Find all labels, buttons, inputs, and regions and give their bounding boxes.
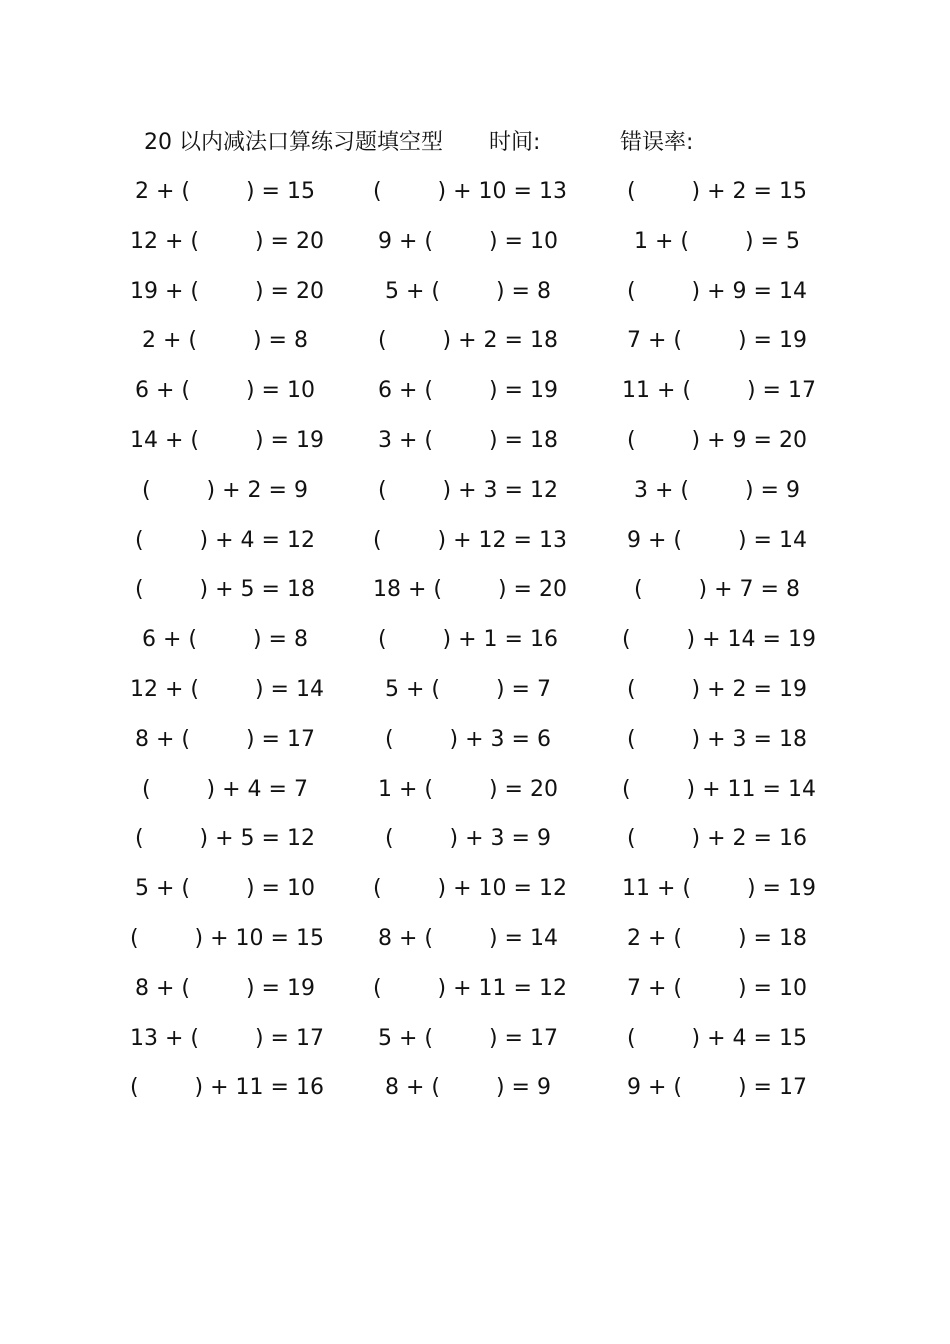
problem: ( ) + 3 = 12: [378, 477, 558, 503]
problem: 3 + ( ) = 18: [378, 427, 558, 453]
problem-row: [0, 822, 950, 872]
problem: 13 + ( ) = 17: [130, 1025, 324, 1051]
problem: ( ) + 2 = 15: [627, 179, 807, 204]
problem: 5 + ( ) = 17: [378, 1025, 558, 1051]
problem: 2 + ( ) = 8: [142, 328, 308, 354]
problem-row: [0, 524, 950, 574]
problem: ( ) + 2 = 19: [627, 676, 807, 702]
worksheet-header: [144, 127, 764, 159]
problem: 18 + ( ) = 20: [373, 577, 567, 603]
problem: 5 + ( ) = 10: [135, 876, 315, 902]
problem: 1 + ( ) = 5: [634, 228, 800, 254]
problem: ( ) + 3 = 6: [385, 726, 551, 752]
problem-row: [0, 623, 950, 673]
problem: ( ) + 2 = 18: [378, 328, 558, 354]
problem-row: [0, 1022, 950, 1072]
problem: 8 + ( ) = 14: [378, 925, 558, 951]
problem: ( ) + 9 = 20: [627, 427, 807, 453]
problem: 8 + ( ) = 9: [385, 1075, 551, 1101]
worksheet-title: 20 以内减法口算练习题填空型: [144, 130, 443, 155]
problem: 9 + ( ) = 10: [378, 228, 558, 254]
problem: ( ) + 3 = 9: [385, 826, 551, 852]
problem: ( ) + 10 = 13: [373, 179, 567, 204]
problem: 8 + ( ) = 17: [135, 726, 315, 752]
problem-row: [0, 573, 950, 623]
problem: ( ) + 2 = 16: [627, 826, 807, 852]
problem: 12 + ( ) = 14: [130, 676, 324, 702]
problem-row: [0, 1071, 950, 1121]
problem: ( ) + 7 = 8: [634, 577, 800, 603]
problem-grid: [0, 175, 950, 1121]
problem-row: [0, 474, 950, 524]
problem: ( ) + 1 = 16: [378, 627, 558, 653]
problem: ( ) + 11 = 14: [622, 776, 816, 802]
problem: ( ) + 11 = 12: [373, 975, 567, 1001]
problem-row: [0, 972, 950, 1022]
problem: 6 + ( ) = 19: [378, 378, 558, 404]
problem: 1 + ( ) = 20: [378, 776, 558, 802]
problem: ( ) + 10 = 12: [373, 876, 567, 902]
problem: 14 + ( ) = 19: [130, 427, 324, 453]
problem: ( ) + 9 = 14: [627, 278, 807, 304]
problem: ( ) + 11 = 16: [130, 1075, 324, 1101]
problem-row: [0, 225, 950, 275]
problem: 6 + ( ) = 8: [142, 627, 308, 653]
problem: ( ) + 10 = 15: [130, 925, 324, 951]
problem: 6 + ( ) = 10: [135, 378, 315, 404]
problem: 8 + ( ) = 19: [135, 975, 315, 1001]
problem-row: [0, 275, 950, 325]
problem-row: [0, 773, 950, 823]
problem: 5 + ( ) = 8: [385, 278, 551, 304]
problem: 11 + ( ) = 19: [622, 876, 816, 902]
problem: 2 + ( ) = 15: [135, 179, 315, 204]
problem-row: [0, 374, 950, 424]
problem-row: [0, 175, 950, 225]
problem: ( ) + 5 = 18: [135, 577, 315, 603]
problem: 2 + ( ) = 18: [627, 925, 807, 951]
problem: ( ) + 4 = 7: [142, 776, 308, 802]
problem: ( ) + 3 = 18: [627, 726, 807, 752]
problem-row: [0, 424, 950, 474]
problem-row: [0, 872, 950, 922]
problem: ( ) + 4 = 12: [135, 527, 315, 553]
problem: 12 + ( ) = 20: [130, 228, 324, 254]
problem: 7 + ( ) = 19: [627, 328, 807, 354]
problem-row: [0, 324, 950, 374]
problem: ( ) + 2 = 9: [142, 477, 308, 503]
problem: ( ) + 12 = 13: [373, 527, 567, 553]
time-label: 时间:: [489, 130, 541, 155]
problem: ( ) + 5 = 12: [135, 826, 315, 852]
problem: 5 + ( ) = 7: [385, 676, 551, 702]
problem-row: [0, 922, 950, 972]
problem: 3 + ( ) = 9: [634, 477, 800, 503]
problem: 9 + ( ) = 14: [627, 527, 807, 553]
problem: ( ) + 14 = 19: [622, 627, 816, 653]
problem: 19 + ( ) = 20: [130, 278, 324, 304]
problem: 7 + ( ) = 10: [627, 975, 807, 1001]
problem: 11 + ( ) = 17: [622, 378, 816, 404]
error-rate-label: 错误率:: [620, 130, 694, 155]
problem-row: [0, 723, 950, 773]
problem: 9 + ( ) = 17: [627, 1075, 807, 1101]
problem-row: [0, 673, 950, 723]
problem: ( ) + 4 = 15: [627, 1025, 807, 1051]
